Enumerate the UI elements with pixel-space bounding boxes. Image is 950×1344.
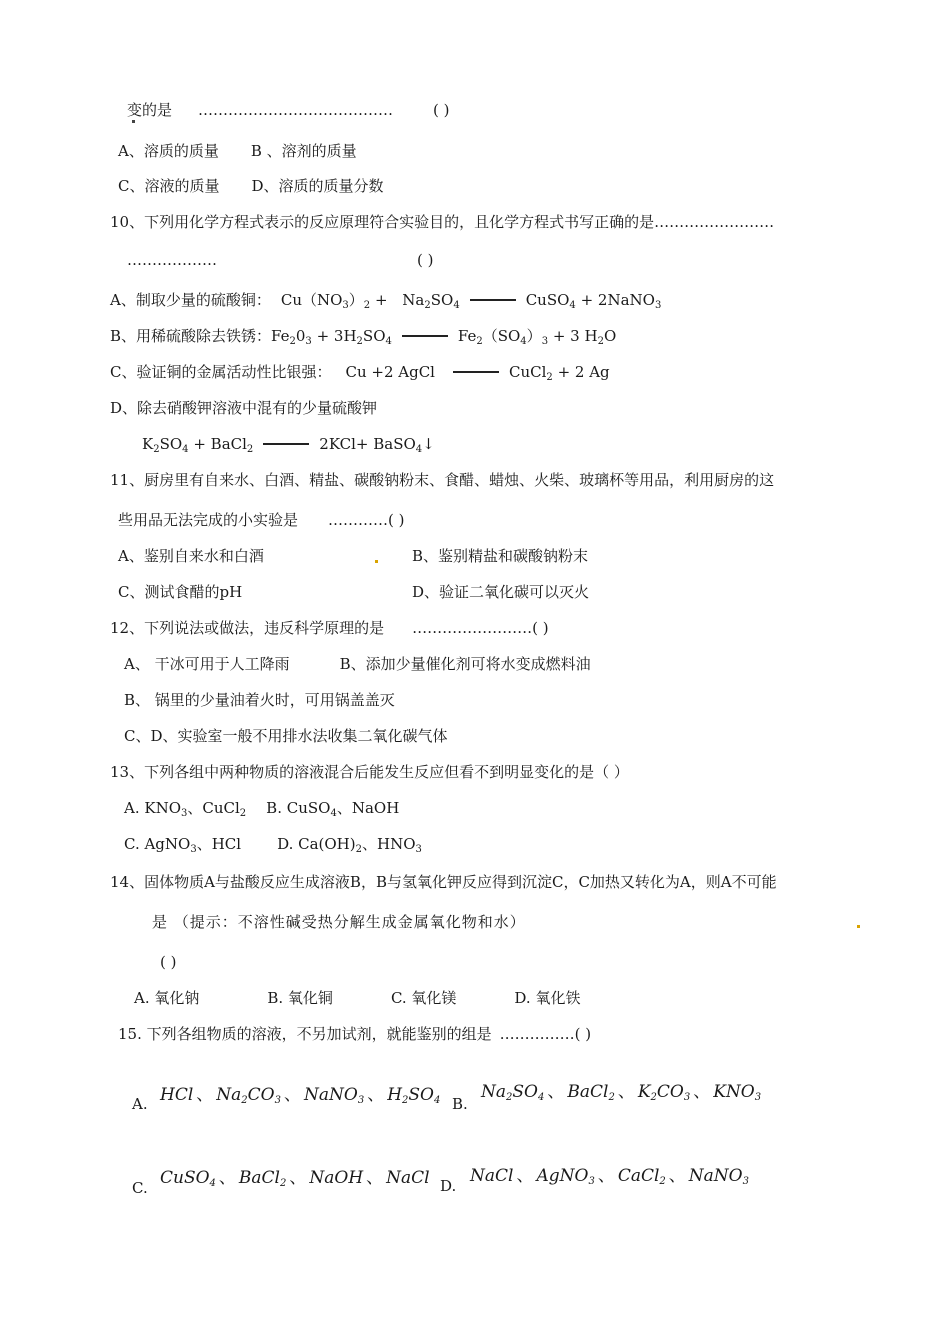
- q10-b-product-1: Fe: [457, 327, 477, 345]
- q11-stem-2: [118, 510, 405, 530]
- q13-option-c-2: 、HCl: [196, 835, 242, 853]
- q10-c-product-1: CuCl: [508, 363, 547, 381]
- q11-option-a-text: A、鉴别自来水和白酒: [118, 547, 264, 565]
- q10-stem-text: 10、下列用化学方程式表示的反应原理符合实验目的，且化学方程式书写正确的是……………………: [110, 213, 775, 231]
- q9-stem-text: 变的是: [127, 101, 173, 119]
- q14-stem-text: 14、固体物质A与盐酸反应生成溶液B，B与氢氧化钾反应得到沉淀C，C加热又转化为A，则A不可能: [110, 873, 777, 891]
- q10-dots: ………………: [127, 251, 217, 269]
- precipitate-arrow-icon: ↓: [422, 435, 435, 453]
- q14-paren-text: ( ): [160, 953, 177, 971]
- q10-c-reactants: Cu +2 AgCl: [345, 363, 435, 381]
- q10-option-c-label: C、验证铜的金属活动性比银强：: [110, 363, 332, 381]
- q10-d-reactant-1: K: [142, 435, 154, 453]
- q10-a-arrow: [470, 299, 516, 301]
- q12-stem-text: 12、下列说法或做法，违反科学原理的是: [110, 619, 385, 637]
- q11-stem-text-2: 些用品无法完成的小实验是: [118, 511, 299, 529]
- q14-answer-paren: [160, 952, 176, 972]
- q14-option-d: D. 氧化铁: [514, 989, 581, 1007]
- q10-b-product-2: + 3 H: [552, 327, 598, 345]
- q9-dots: …………………………………: [198, 101, 394, 119]
- q11-option-c-text: C、测试食醋的pH: [118, 583, 243, 601]
- q15-a-label-text: A.: [132, 1095, 148, 1113]
- q9-answer-paren: ( ): [433, 101, 450, 119]
- q13-option-b: B. CuSO: [266, 799, 331, 817]
- q11-option-b-text: B、鉴别精盐和碳酸钠粉末: [412, 547, 589, 565]
- q9-stem: [127, 100, 450, 120]
- q11-option-d: [412, 582, 589, 602]
- q14-stem-2: [152, 912, 526, 932]
- q11-stem-text: 11、厨房里有自来水、白酒、精盐、碳酸钠粉末、食醋、蜡烛、火柴、玻璃杯等用品，利用厨房的这: [110, 471, 775, 489]
- q10-a-reactant-2: Na: [402, 291, 425, 309]
- q15-option-b-label: [452, 1094, 468, 1114]
- q14-option-b: B. 氧化铜: [267, 989, 333, 1007]
- q11-dots: …………: [328, 511, 389, 529]
- q15-option-a-formulas: HCl 、 $Na_2CO_3$ 、 NaNO$_3$ 、 $H_2SO_4$: [160, 1085, 441, 1106]
- q13-option-d: D. Ca(OH): [277, 835, 356, 853]
- q15-option-d-formulas: NaCl 、 AgNO$_3$ 、 CaCl$_2$ 、 NaNO$_3$: [470, 1166, 749, 1187]
- q10-d-products: 2KCl+ BaSO: [319, 435, 416, 453]
- q12-answer-paren: ( ): [532, 619, 549, 637]
- ink-dot: [132, 120, 135, 123]
- q14-hint: 是 （提示：不溶性碱受热分解生成金属氧化物和水）: [152, 913, 526, 931]
- q15-option-b-formulas: $Na_2SO_4$ 、 BaCl$_2$ 、 $K_2CO_3$ 、 $KNO_3$: [481, 1082, 762, 1103]
- q12-option-d: [124, 726, 448, 746]
- q14-options: [134, 988, 580, 1008]
- q13-stem-text: 13、下列各组中两种物质的溶液混合后能发生反应但看不到明显变化的是（ ）: [110, 763, 629, 781]
- q10-d-reactant-2: + BaCl: [193, 435, 247, 453]
- q13-option-d-2: 、HNO: [361, 835, 416, 853]
- q13-option-c: C. AgNO: [124, 835, 191, 853]
- q10-option-d-equation: $K_2SO_4$ + BaCl$_2$ 2KCl+ BaSO$_4$↓: [142, 435, 435, 455]
- q14-option-c: C. 氧化镁: [390, 989, 457, 1007]
- q13-options-2: C. AgNO$_3$、HCl D. $Ca(OH)_2$、$HNO_3$: [124, 835, 422, 855]
- q12-option-d-text: C、D、实验室一般不用排水法收集二氧化碳气体: [124, 727, 448, 745]
- q14-stem: [110, 872, 777, 892]
- q12-option-b: B、添加少量催化剂可将水变成燃料油: [339, 655, 591, 673]
- q10-c-product-2: + 2 Ag: [557, 363, 610, 381]
- q9-option-c: C、溶液的质量: [118, 177, 220, 195]
- q10-option-a-label: A、制取少量的硫酸铜：: [110, 291, 271, 309]
- q10-a-product-1: CuSO: [525, 291, 570, 309]
- q15-answer-paren: ( ): [574, 1025, 592, 1043]
- q10-b-reactant-2: + 3H: [316, 327, 357, 345]
- q9-option-d: D、溶质的质量分数: [251, 177, 384, 195]
- q15-stem: [118, 1024, 591, 1044]
- q15-option-c-formulas: CuSO$_4$ 、 BaCl$_2$ 、 NaOH 、 NaCl: [160, 1168, 430, 1189]
- q10-b-reactant-1: Fe: [271, 327, 290, 345]
- ink-dot: [857, 925, 860, 928]
- q13-option-a: A. KNO: [124, 799, 181, 817]
- q12-option-c-text: B、 锅里的少量油着火时，可用锅盖盖灭: [124, 691, 395, 709]
- q9-options-2: [118, 176, 384, 196]
- q9-option-a: A、溶质的质量: [118, 142, 219, 160]
- q10-stem: [110, 212, 774, 232]
- q10-a-product-2: + 2NaNO: [580, 291, 655, 309]
- q15-c-label-text: C.: [132, 1179, 148, 1197]
- q11-option-d-text: D、验证二氧化碳可以灭火: [412, 583, 590, 601]
- q10-option-a: A、制取少量的硫酸铜： $Cu(NO_3)_2 + Na_2SO_4$ CuSO$_4$ + 2NaNO$_3$: [110, 291, 662, 311]
- q14-option-a: A. 氧化钠: [134, 989, 200, 1007]
- q13-stem: [110, 762, 629, 782]
- q9-option-b: B 、溶剂的质量: [250, 142, 357, 160]
- q15-option-a-label: [132, 1094, 148, 1114]
- ink-dot: [375, 560, 378, 563]
- q15-option-d-label: [440, 1176, 456, 1196]
- q10-d-arrow: [263, 443, 309, 445]
- q12-option-a: A、 干冰可用于人工降雨: [124, 655, 290, 673]
- q11-option-c: [118, 582, 242, 602]
- q10-a-reactant-1: Cu（NO: [280, 291, 343, 309]
- q13-options-1: A. $KNO_3$、CuCl$_2$ B. CuSO$_4$、NaOH: [124, 799, 400, 819]
- q10-c-arrow: [453, 371, 499, 373]
- q11-option-a: [118, 546, 264, 566]
- q10-option-d: [110, 398, 377, 418]
- q11-answer-paren: ( ): [388, 511, 405, 529]
- q10-b-arrow: [402, 335, 448, 337]
- q10-answer-paren: ( ): [417, 251, 434, 269]
- q15-dots: ……………: [499, 1025, 575, 1043]
- q11-option-b: [412, 546, 588, 566]
- q10-option-b: B、用稀硫酸除去铁锈：$Fe_20_3 + 3H_2SO_4$ $Fe_2(SO_4)_3 + 3$ $H_2O$: [110, 327, 617, 347]
- q10-option-c: C、验证铜的金属活动性比银强： Cu +2 AgCl CuCl$_2$ + 2 Ag: [110, 363, 610, 383]
- q15-b-label-text: B.: [452, 1095, 468, 1113]
- q12-dots: ……………………: [412, 619, 533, 637]
- q15-stem-text: 15. 下列各组物质的溶液，不另加试剂，就能鉴别的组是: [118, 1025, 492, 1043]
- q10-option-b-label: B、用稀硫酸除去铁锈：: [110, 327, 272, 345]
- q13-option-a-2: 、CuCl: [187, 799, 240, 817]
- q12-options-1: [124, 654, 591, 674]
- q13-option-b-2: 、NaOH: [336, 799, 400, 817]
- q10-option-d-label: D、除去硝酸钾溶液中混有的少量硫酸钾: [110, 399, 378, 417]
- q15-option-c-label: [132, 1178, 148, 1198]
- q11-stem: [110, 470, 774, 490]
- q10-stem-2: [127, 250, 433, 270]
- q12-option-c: [124, 690, 395, 710]
- q9-options-1: [118, 141, 357, 161]
- q12-stem: [110, 618, 549, 638]
- q15-d-label-text: D.: [440, 1177, 457, 1195]
